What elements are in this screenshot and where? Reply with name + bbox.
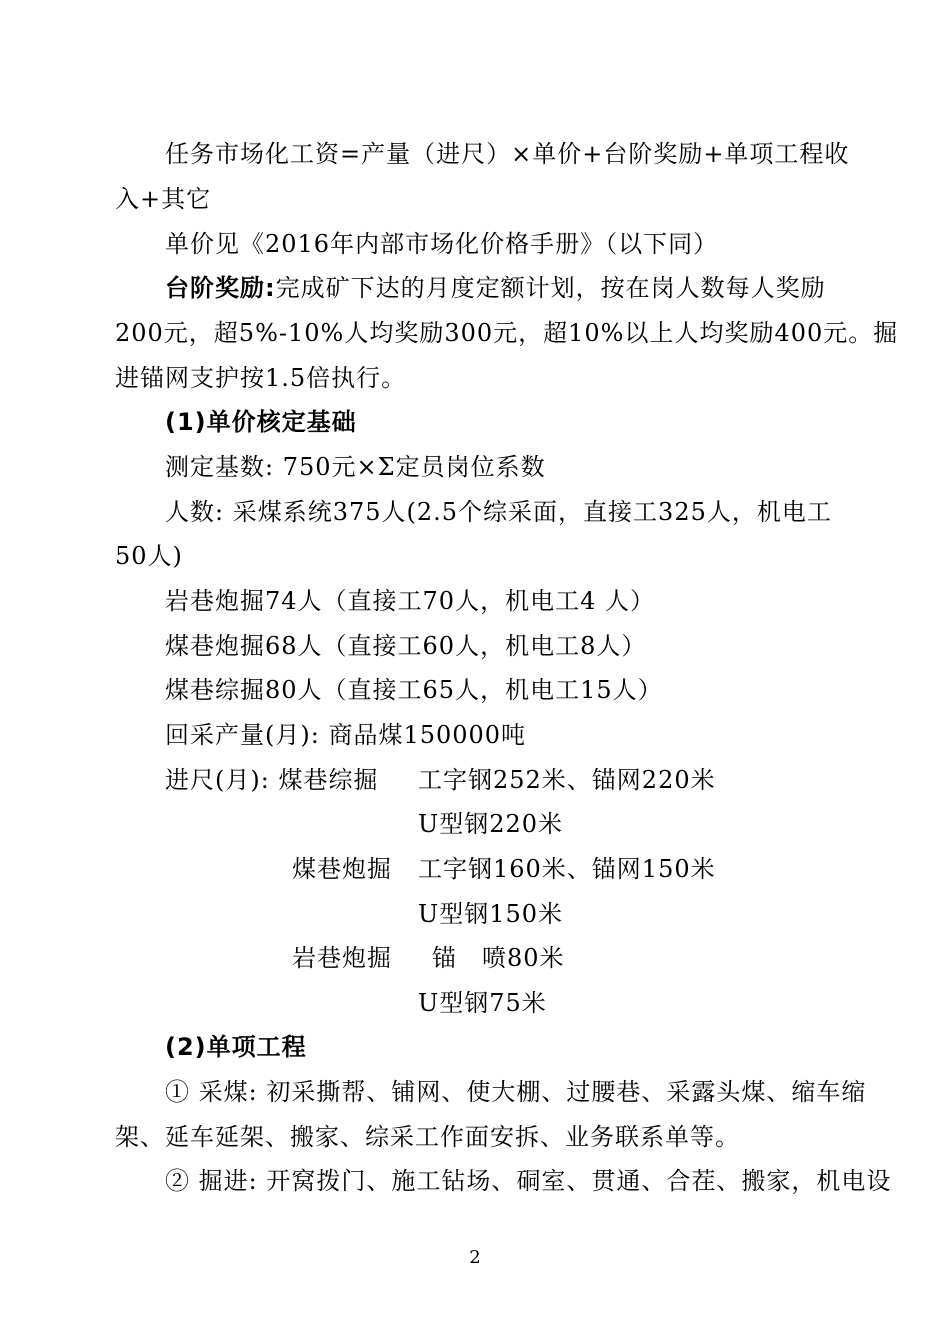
paragraph-line: 测定基数: 750元×Σ定员岗位系数: [165, 453, 546, 481]
paragraph-line: 回采产量(月): 商品煤150000吨: [165, 721, 527, 749]
paragraph-line: 煤巷综掘80人（直接工65人，机电工15人）: [165, 676, 663, 704]
paragraph-line: 岩巷炮掘: [292, 944, 392, 972]
paragraph-line: 入+其它: [115, 185, 212, 213]
paragraph-text: 完成矿下达的月度定额计划，按在岗人数每人奖励: [275, 274, 826, 302]
paragraph-line: U型钢220米: [418, 810, 564, 838]
paragraph-line: 锚 喷80米: [432, 944, 565, 972]
paragraph-line: 进尺(月): 煤巷综掘: [165, 766, 379, 794]
paragraph-line: U型钢150米: [418, 900, 564, 928]
paragraph-line: ① 采煤: 初采撕帮、铺网、使大棚、过腰巷、采露头煤、缩车缩: [165, 1078, 867, 1106]
paragraph-line: 单价见《2016年内部市场化价格手册》（以下同）: [165, 230, 719, 258]
paragraph-line: 人数: 采煤系统375人(2.5个综采面，直接工325人，机电工: [165, 498, 832, 526]
section-heading: (1)单价核定基础: [165, 408, 357, 436]
paragraph-line: ② 掘进: 开窝拨门、施工钻场、硐室、贯通、合茬、搬家，机电设: [165, 1167, 892, 1195]
paragraph-line: 50人): [115, 542, 183, 570]
paragraph-line: 架、延车延架、搬家、综采工作面安拆、业务联系单等。: [115, 1123, 740, 1151]
paragraph-line: 工字钢252米、锚网220米: [418, 766, 716, 794]
bold-label: 台阶奖励:: [165, 274, 276, 302]
paragraph-line: U型钢75米: [418, 989, 547, 1017]
paragraph-line: 任务市场化工资=产量（进尺）×单价+台阶奖励+单项工程收: [165, 140, 850, 168]
paragraph-line: 进锚网支护按1.5倍执行。: [115, 364, 407, 392]
paragraph-line: 工字钢160米、锚网150米: [418, 855, 716, 883]
section-heading: (2)单项工程: [165, 1033, 307, 1061]
paragraph-line: [165, 272, 826, 304]
paragraph-line: 200元，超5%-10%人均奖励300元，超10%以上人均奖励400元。掘: [115, 319, 899, 347]
paragraph-line: 煤巷炮掘68人（直接工60人，机电工8人）: [165, 632, 647, 660]
page-number: 2: [469, 1247, 481, 1268]
paragraph-line: 岩巷炮掘74人（直接工70人，机电工4 人）: [165, 587, 655, 615]
paragraph-line: 煤巷炮掘: [292, 855, 392, 883]
